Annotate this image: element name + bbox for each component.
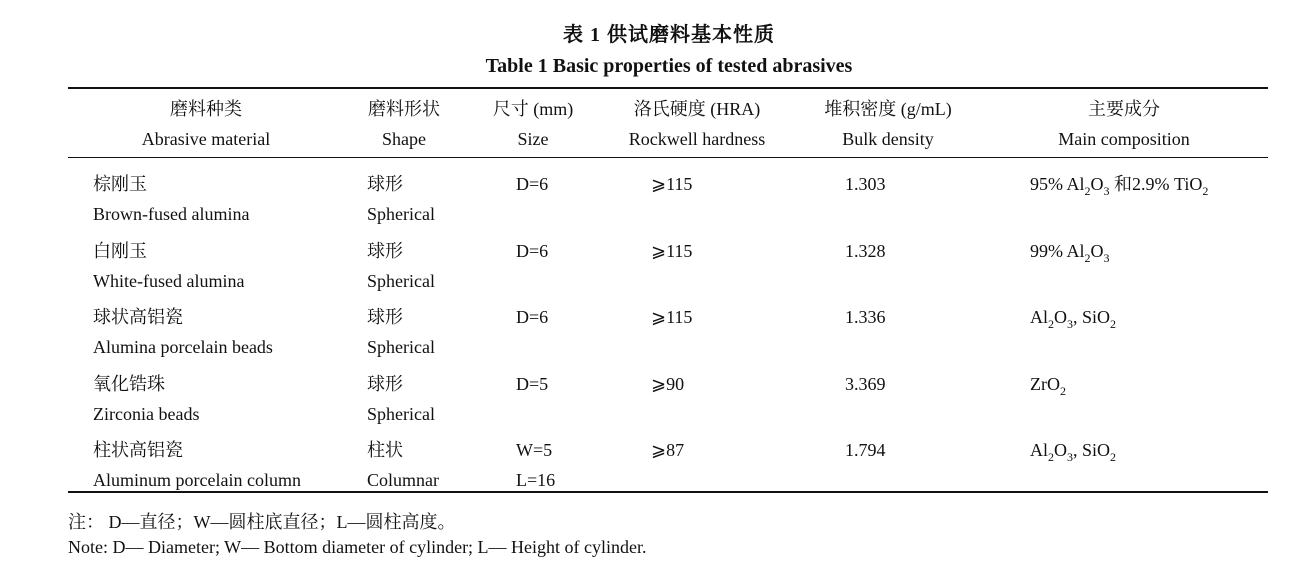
cell-material-cn: 白刚玉 <box>93 241 147 261</box>
composition-subscript: 2 <box>1084 184 1091 198</box>
cell-density: 1.303 <box>845 174 886 194</box>
cell-material-en: Brown-fused alumina <box>93 204 250 224</box>
composition-text: 95% Al <box>1030 174 1085 194</box>
cell-shape-en: Spherical <box>367 404 435 424</box>
cell-shape-en: Spherical <box>367 337 435 357</box>
header-size-cn: 尺寸 (mm) <box>492 99 574 119</box>
bottom-rule <box>68 491 1268 493</box>
cell-hardness: ⩾90 <box>651 374 685 394</box>
cell-material-en: Aluminum porcelain column <box>93 470 301 490</box>
table-title-en: Table 1 Basic properties of tested abrasives <box>485 55 853 77</box>
cell-size: D=6 <box>516 174 549 194</box>
header-shape-en: Shape <box>382 129 426 149</box>
composition-text: O <box>1090 174 1104 194</box>
header-size-en: Size <box>517 129 549 149</box>
header-density-en: Bulk density <box>842 129 934 149</box>
cell-hardness: ⩾115 <box>651 307 693 327</box>
cell-material-cn: 氧化锆珠 <box>93 374 165 394</box>
cell-size: D=6 <box>516 307 549 327</box>
cell-hardness: ⩾115 <box>651 241 693 261</box>
cell-material-cn: 柱状高铝瓷 <box>93 440 183 460</box>
composition-subscript: 3 <box>1103 184 1110 198</box>
cell-hardness: ⩾87 <box>651 440 685 460</box>
cell-composition <box>1030 373 1066 397</box>
composition-subscript: 2 <box>1110 317 1117 331</box>
composition-text: , SiO <box>1073 440 1111 460</box>
composition-subscript: 3 <box>1067 450 1073 464</box>
cell-material-en: Zirconia beads <box>93 404 200 424</box>
composition-subscript: 2 <box>1060 384 1066 398</box>
header-hardness-en: Rockwell hardness <box>628 129 766 149</box>
header-material-cn: 磨料种类 <box>170 99 242 119</box>
header-composition-cn: 主要成分 <box>1088 99 1160 119</box>
cell-size: D=6 <box>516 241 549 261</box>
cell-material-en: White-fused alumina <box>93 271 245 291</box>
composition-subscript: 2 <box>1048 317 1054 331</box>
cell-material-en: Alumina porcelain beads <box>93 337 273 357</box>
header-density-cn: 堆积密度 (g/mL) <box>824 99 952 119</box>
composition-text: Al <box>1030 307 1048 327</box>
top-rule <box>68 87 1268 89</box>
cell-hardness: ⩾115 <box>651 174 693 194</box>
composition-text: 99% Al <box>1030 241 1085 261</box>
cell-composition <box>1030 306 1116 330</box>
cell-shape-cn: 球形 <box>367 174 403 194</box>
cell-shape-en: Spherical <box>367 271 435 291</box>
composition-text: Al <box>1030 440 1048 460</box>
cell-shape-cn: 柱状 <box>367 440 403 460</box>
cell-density: 3.369 <box>845 374 886 394</box>
cell-size-secondary: L=16 <box>516 470 556 490</box>
note-en: Note: D— Diameter; W— Bottom diameter of cylinder; L— Height of cylinder. <box>68 537 647 557</box>
note-cn: 注： D—直径；W—圆柱底直径；L—圆柱高度。 <box>68 512 456 532</box>
composition-text: O <box>1054 440 1067 460</box>
cell-material-cn: 球状高铝瓷 <box>93 307 183 327</box>
cell-composition <box>1030 240 1110 264</box>
cell-shape-cn: 球形 <box>367 307 403 327</box>
cell-composition <box>1030 439 1116 463</box>
header-material-en: Abrasive material <box>141 129 271 149</box>
header-hardness-cn: 洛氏硬度 (HRA) <box>633 99 761 119</box>
header-shape-cn: 磨料形状 <box>368 99 440 119</box>
composition-text: ZrO <box>1030 374 1060 394</box>
header-rule <box>68 157 1268 158</box>
cell-shape-en: Columnar <box>367 470 439 490</box>
cell-density: 1.794 <box>845 440 886 460</box>
composition-subscript: 2 <box>1110 450 1117 464</box>
cell-shape-en: Spherical <box>367 204 435 224</box>
composition-subscript: 3 <box>1067 317 1073 331</box>
cell-composition <box>1030 173 1208 197</box>
cell-shape-cn: 球形 <box>367 241 403 261</box>
composition-subscript: 2 <box>1202 184 1209 198</box>
table-title-cn: 表 1 供试磨料基本性质 <box>563 24 775 46</box>
cell-size: D=5 <box>516 374 549 394</box>
cell-shape-cn: 球形 <box>367 374 403 394</box>
composition-text: , SiO <box>1073 307 1111 327</box>
composition-text: O <box>1054 307 1067 327</box>
cell-density: 1.336 <box>845 307 886 327</box>
cell-density: 1.328 <box>845 241 886 261</box>
cell-material-cn: 棕刚玉 <box>93 174 147 194</box>
composition-subscript: 3 <box>1103 251 1110 265</box>
composition-text: 和2.9% TiO <box>1109 174 1203 194</box>
composition-text: O <box>1090 241 1104 261</box>
cell-size: W=5 <box>516 440 553 460</box>
composition-subscript: 2 <box>1048 450 1054 464</box>
composition-subscript: 2 <box>1084 251 1091 265</box>
header-composition-en: Main composition <box>1058 129 1190 149</box>
